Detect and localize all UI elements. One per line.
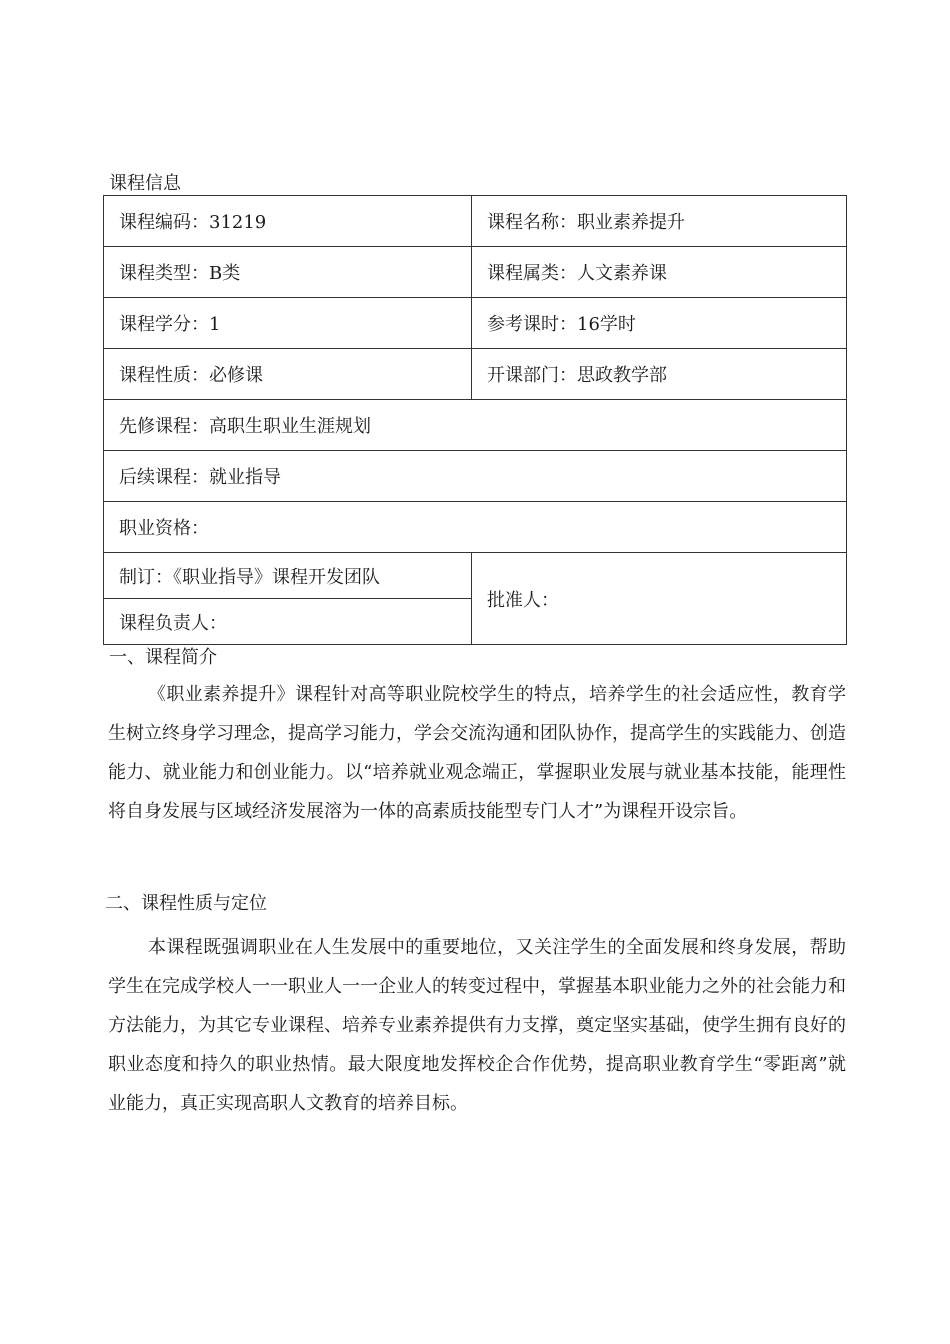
table-row [104,349,847,400]
table-row [104,553,847,599]
section-caption: 课程信息 [109,173,181,194]
hours-cell: 参考课时：16学时 [472,298,847,349]
table-row [104,451,847,502]
nature-cell: 课程性质：必修课 [104,349,472,400]
author-cell: 制订：《职业指导》课程开发团队 [104,553,472,599]
approver-cell: 批准人： [472,553,847,645]
table-row [104,196,847,247]
section-heading-nature: 二、课程性质与定位 [105,893,267,914]
table-row [104,298,847,349]
qualification-cell: 职业资格： [104,502,847,553]
followup-cell: 后续课程：就业指导 [104,451,847,502]
table-row [104,400,847,451]
credits-cell: 课程学分：1 [104,298,472,349]
table-row [104,247,847,298]
prerequisite-cell: 先修课程：高职生职业生涯规划 [104,400,847,451]
table-row [104,502,847,553]
owner-cell: 课程负责人： [104,599,472,645]
course-info-table [103,195,847,645]
section-heading-intro: 一、课程简介 [109,647,217,668]
course-code-cell: 课程编码：31219 [104,196,472,247]
intro-paragraph: 《职业素养提升》课程针对高等职业院校学生的特点，培养学生的社会适应性，教育学生树立终身学习理念，提高学习能力，学会交流沟通和团队协作，提高学生的实践能力、创造能力、就业能力和创业能力。以“培养就业观念端正，掌握职业发展与就业基本技能，能理性将自身发展与区域经济发展溶为一体的高素质技能型专门人才”为课程开设宗旨。 [108,684,846,822]
course-name-cell: 课程名称：职业素养提升 [472,196,847,247]
course-type-cell: 课程类型：B类 [104,247,472,298]
department-cell: 开课部门：思政教学部 [472,349,847,400]
nature-paragraph: 本课程既强调职业在人生发展中的重要地位，又关注学生的全面发展和终身发展，帮助学生在完成学校人一一职业人一一企业人的转变过程中，掌握基本职业能力之外的社会能力和方法能力，为其它专业课程、培养专业素养提供有力支撑，奠定坚实基础，使学生拥有良好的职业态度和持久的职业热情。最大限度地发挥校企合作优势，提高职业教育学生“零距离”就业能力，真正实现高职人文教育的培养目标。 [108,937,846,1114]
course-category-cell: 课程属类：人文素养课 [472,247,847,298]
